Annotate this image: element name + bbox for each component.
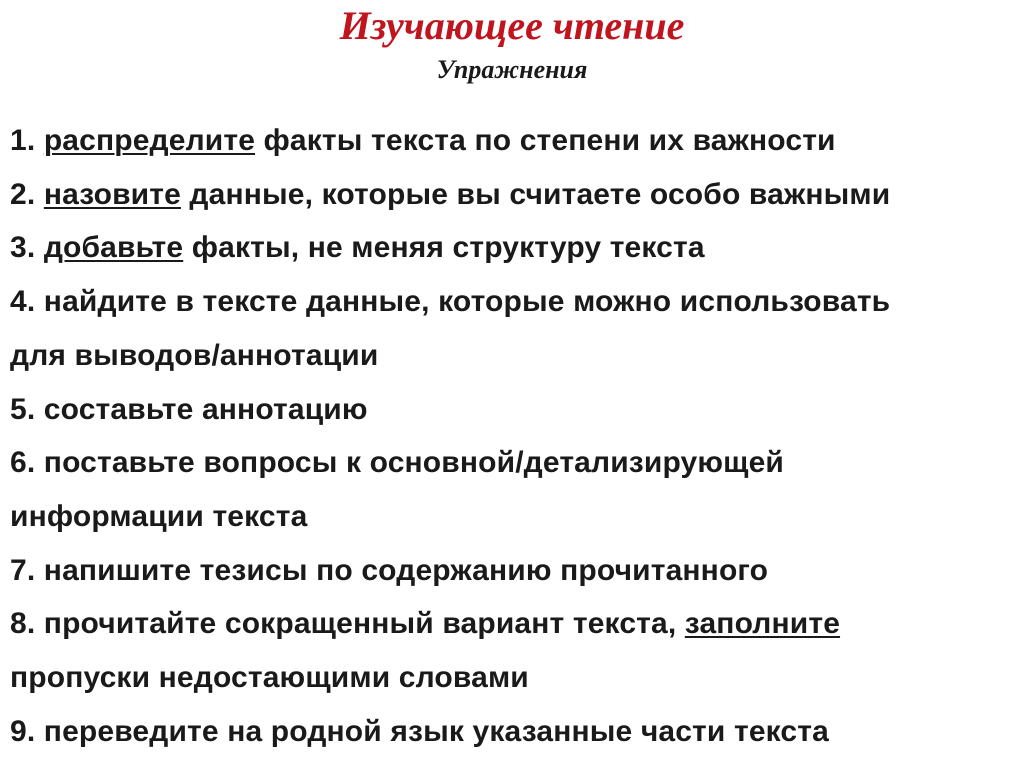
item-keyword: заполните	[684, 607, 841, 641]
item-number: 2.	[10, 177, 44, 211]
exercise-item-9: 9. переведите на родной язык указанные части текста	[10, 714, 829, 748]
slide-title: Изучающее чтение	[339, 3, 685, 48]
item-number: 1.	[10, 124, 44, 157]
exercise-item-4-line-2: для выводов/аннотации	[10, 338, 379, 372]
item-keyword: назовите	[43, 177, 181, 211]
exercise-list	[10, 114, 1015, 758]
exercise-item-8-line-2: пропуски недостающими словами	[10, 661, 529, 695]
exercise-item-1	[10, 114, 1015, 168]
exercise-item-6-line-2: информации текста	[10, 499, 308, 533]
exercise-item-8-line-1	[10, 597, 1015, 651]
item-text: факты текста по степени их важности	[255, 124, 836, 157]
exercise-item-4-line-1: 4. найдите в тексте данные, которые можно использовать	[10, 285, 891, 319]
exercise-item-7: 7. напишите тезисы по содержанию прочитанного	[10, 553, 769, 587]
item-number: 3.	[10, 231, 44, 265]
item-keyword: добавьте	[43, 231, 184, 265]
item-text: факты, не меняя структуру текста	[183, 231, 705, 265]
slide-subtitle: Упражнения	[436, 55, 588, 84]
item-text: данные, которые вы считаете особо важными	[180, 177, 891, 211]
exercise-item-6-line-1: 6. поставьте вопросы к основной/детализирующей	[10, 446, 785, 480]
exercise-item-3	[10, 221, 1015, 275]
exercise-item-2	[10, 168, 1015, 222]
exercise-item-5: 5. составьте аннотацию	[10, 392, 368, 426]
item-text: 8. прочитайте сокращенный вариант текста,	[10, 607, 685, 641]
item-keyword: распределите	[43, 124, 256, 157]
